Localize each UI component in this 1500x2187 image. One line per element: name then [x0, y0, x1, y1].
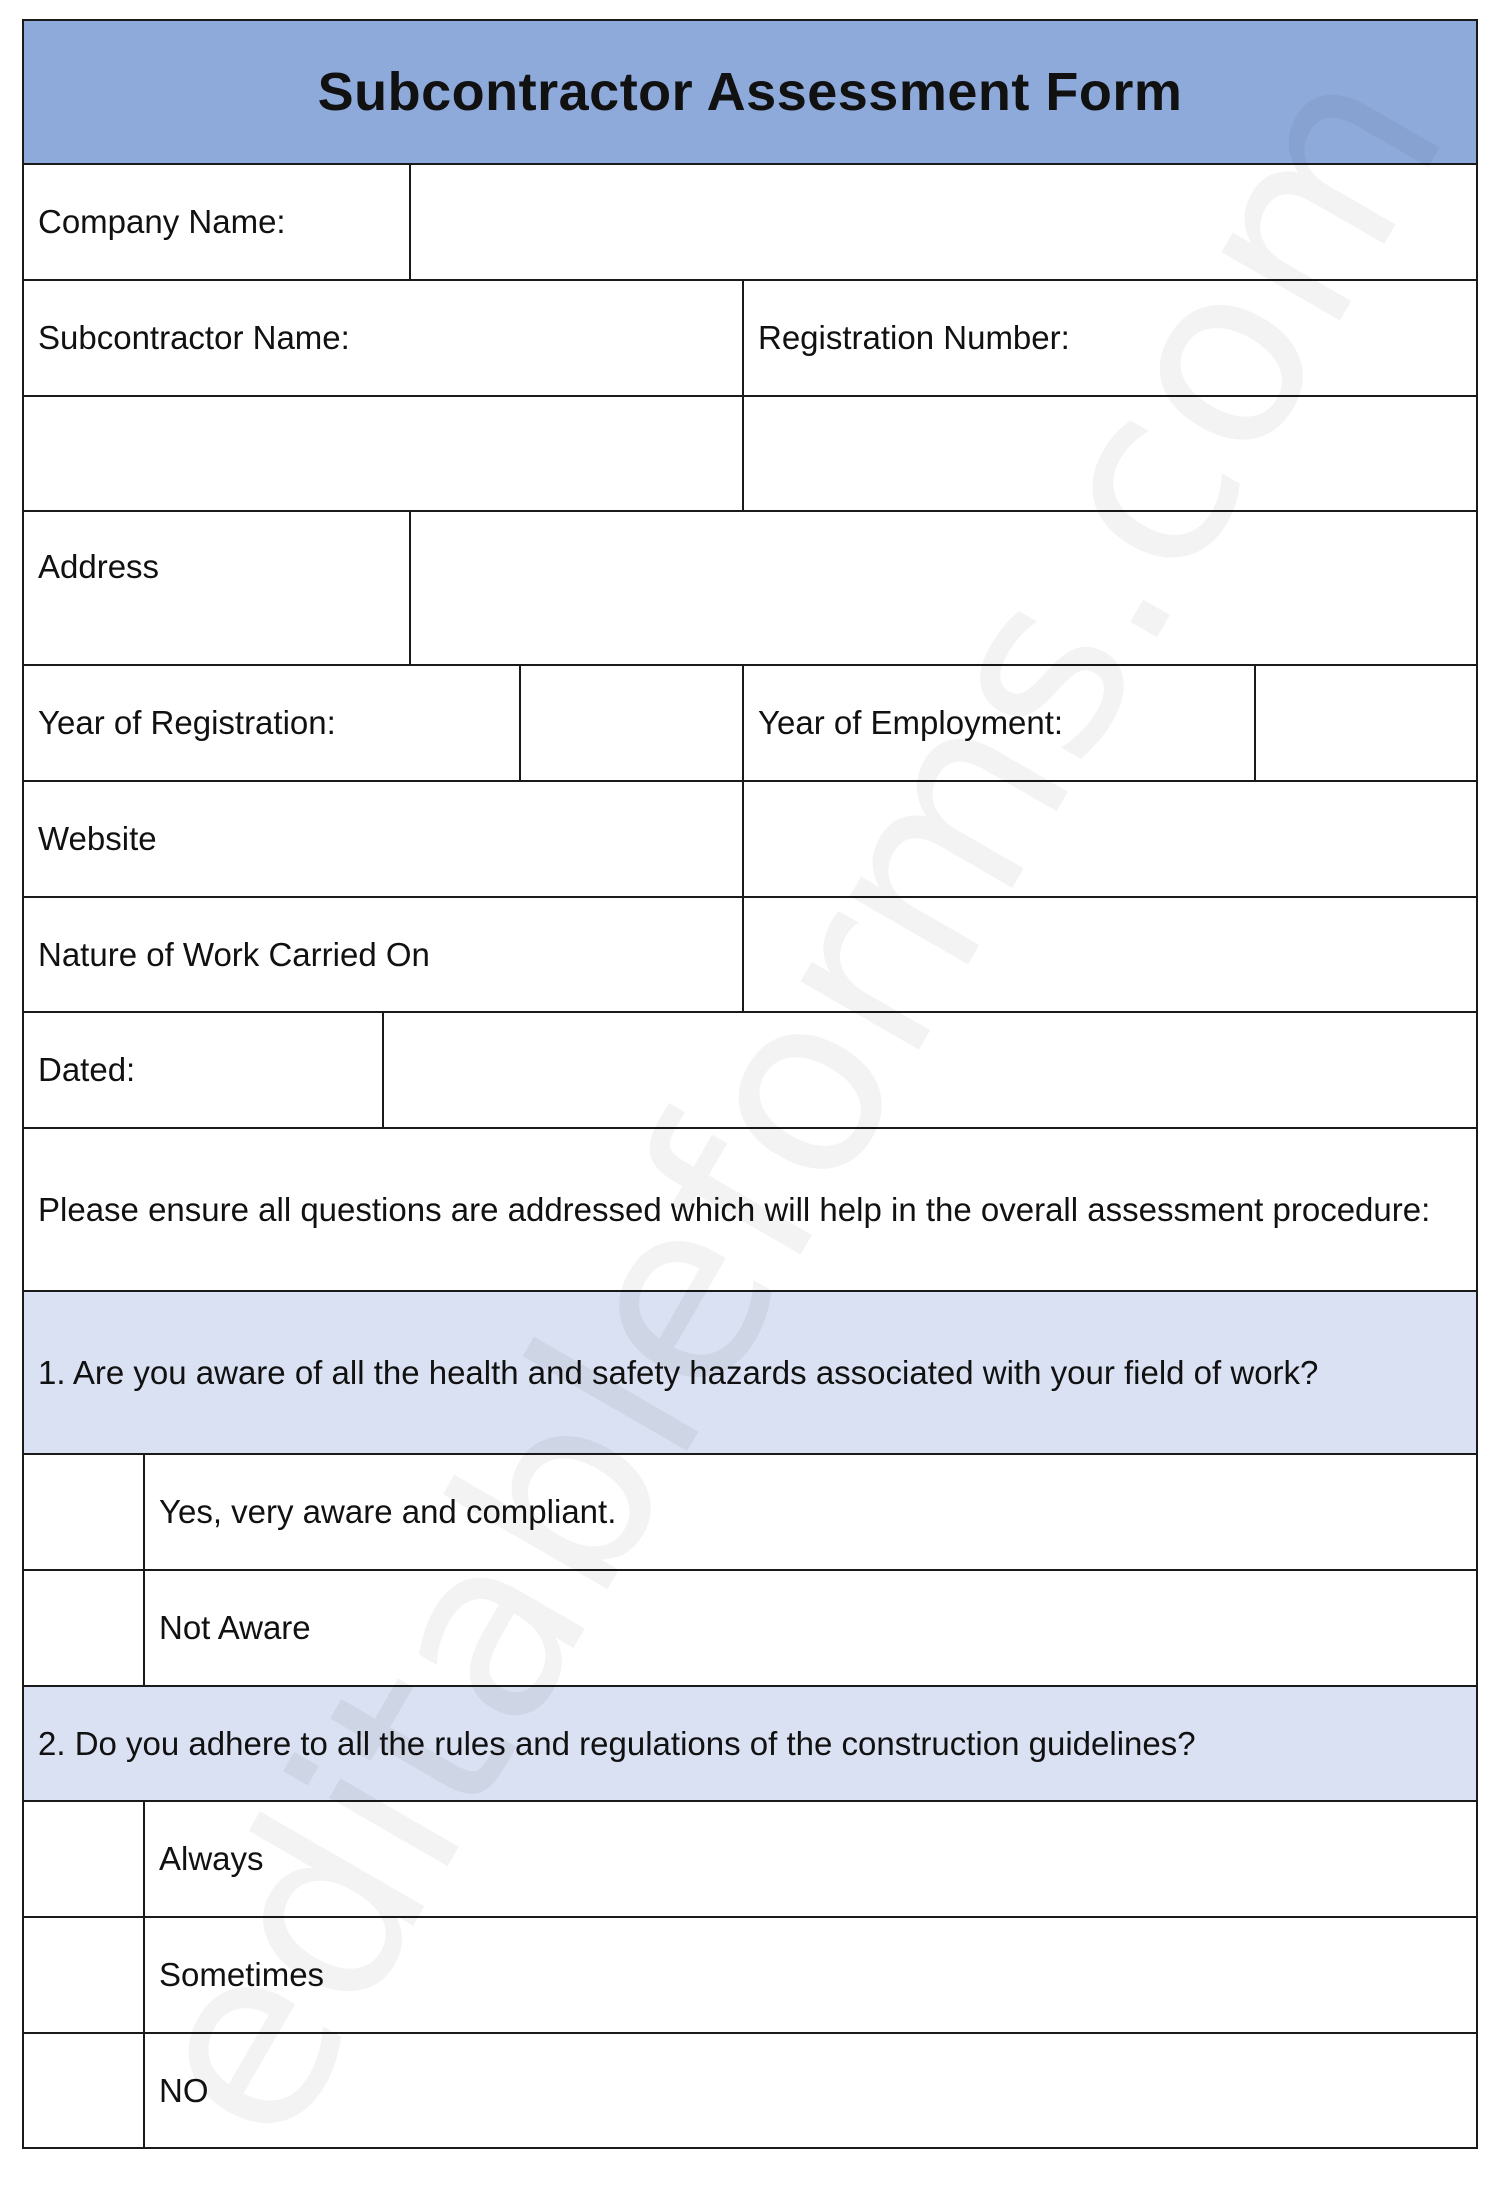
registration-number-label: Registration Number: [744, 281, 1476, 397]
option-checkbox[interactable] [24, 1571, 145, 1687]
address-label: Address [24, 512, 411, 666]
year-of-employment-field[interactable] [1256, 666, 1476, 782]
subcontractor-name-label: Subcontractor Name: [24, 281, 744, 397]
option-checkbox[interactable] [24, 1918, 145, 2034]
question-2: 2. Do you adhere to all the rules and regulations of the construction guidelines? [24, 1687, 1476, 1802]
website-field[interactable] [744, 782, 1476, 898]
address-field[interactable] [411, 512, 1476, 666]
assessment-form [22, 19, 1478, 2149]
form-title: Subcontractor Assessment Form [24, 21, 1476, 165]
option-label: Yes, very aware and compliant. [145, 1455, 1476, 1571]
instructions-text: Please ensure all questions are addressed which will help in the overall assessment procedure: [24, 1129, 1476, 1292]
option-checkbox[interactable] [24, 2034, 145, 2147]
option-label: NO [159, 2071, 209, 2109]
website-label: Website [24, 782, 744, 898]
dated-field[interactable] [384, 1013, 1476, 1129]
option-checkbox[interactable] [24, 1455, 145, 1571]
option-label: Not Aware [145, 1571, 1476, 1687]
option-label: Sometimes [145, 1918, 1476, 2034]
option-label: Always [145, 1802, 1476, 1918]
registration-number-field[interactable] [744, 397, 1476, 512]
year-of-registration-field[interactable] [521, 666, 744, 782]
year-of-registration-label: Year of Registration: [24, 666, 521, 782]
question-1: 1. Are you aware of all the health and safety hazards associated with your field of work? [24, 1292, 1476, 1455]
option-checkbox[interactable] [24, 1802, 145, 1918]
company-name-label: Company Name: [24, 165, 411, 281]
nature-of-work-label: Nature of Work Carried On [24, 898, 744, 1013]
nature-of-work-field[interactable] [744, 898, 1476, 1013]
dated-label: Dated: [24, 1013, 384, 1129]
subcontractor-name-field[interactable] [24, 397, 744, 512]
company-name-field[interactable] [411, 165, 1476, 281]
year-of-employment-label: Year of Employment: [744, 666, 1256, 782]
